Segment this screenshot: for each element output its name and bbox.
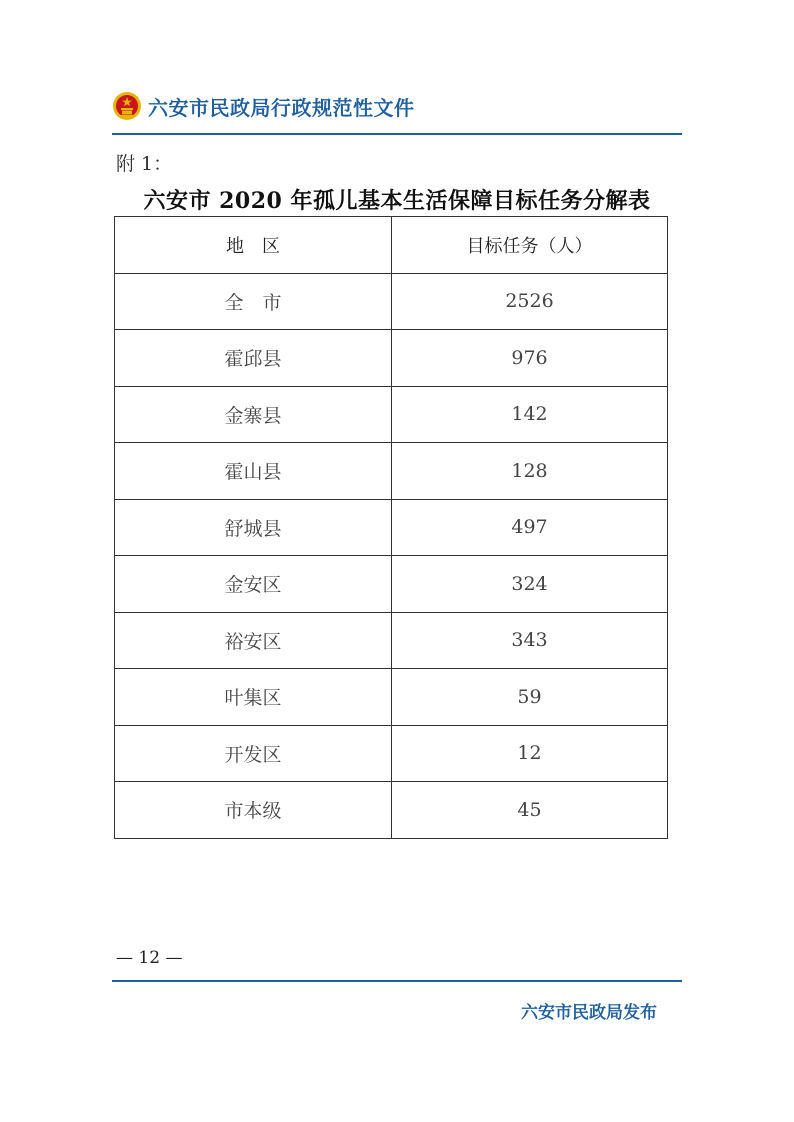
target-cell: 142 bbox=[392, 386, 668, 443]
region-cell: 叶集区 bbox=[115, 669, 392, 726]
region-cell: 开发区 bbox=[115, 725, 392, 782]
national-emblem-icon bbox=[112, 91, 142, 121]
target-table bbox=[114, 216, 668, 839]
region-cell: 舒城县 bbox=[115, 499, 392, 556]
region-cell: 全 市 bbox=[115, 273, 392, 330]
footer-divider bbox=[112, 980, 682, 982]
region-cell: 金安区 bbox=[115, 556, 392, 613]
table-row bbox=[115, 612, 668, 669]
target-cell: 128 bbox=[392, 443, 668, 500]
column-header-region: 地 区 bbox=[115, 217, 392, 274]
document-header bbox=[112, 88, 415, 124]
column-header-target: 目标任务（人） bbox=[392, 217, 668, 274]
target-cell: 59 bbox=[392, 669, 668, 726]
region-cell: 金寨县 bbox=[115, 386, 392, 443]
region-cell: 市本级 bbox=[115, 782, 392, 839]
table-row bbox=[115, 782, 668, 839]
table-row bbox=[115, 386, 668, 443]
document-title: 六安市 2020 年孤儿基本生活保障目标任务分解表 bbox=[143, 188, 651, 214]
table-header-row bbox=[115, 217, 668, 274]
table-row bbox=[115, 330, 668, 387]
target-cell: 976 bbox=[392, 330, 668, 387]
page-number: — 12 — bbox=[116, 948, 183, 968]
header-divider bbox=[112, 133, 682, 135]
table-row bbox=[115, 443, 668, 500]
region-cell: 霍邱县 bbox=[115, 330, 392, 387]
region-cell: 霍山县 bbox=[115, 443, 392, 500]
target-cell: 45 bbox=[392, 782, 668, 839]
table-row bbox=[115, 273, 668, 330]
attachment-label: 附 1： bbox=[116, 153, 173, 175]
target-cell: 2526 bbox=[392, 273, 668, 330]
table-row bbox=[115, 499, 668, 556]
region-cell: 裕安区 bbox=[115, 612, 392, 669]
table-row bbox=[115, 556, 668, 613]
target-cell: 343 bbox=[392, 612, 668, 669]
table-row bbox=[115, 725, 668, 782]
header-title: 六安市民政局行政规范性文件 bbox=[148, 95, 415, 120]
footer-publisher: 六安市民政局发布 bbox=[521, 1003, 657, 1023]
target-cell: 497 bbox=[392, 499, 668, 556]
target-cell: 12 bbox=[392, 725, 668, 782]
table-row bbox=[115, 669, 668, 726]
target-cell: 324 bbox=[392, 556, 668, 613]
